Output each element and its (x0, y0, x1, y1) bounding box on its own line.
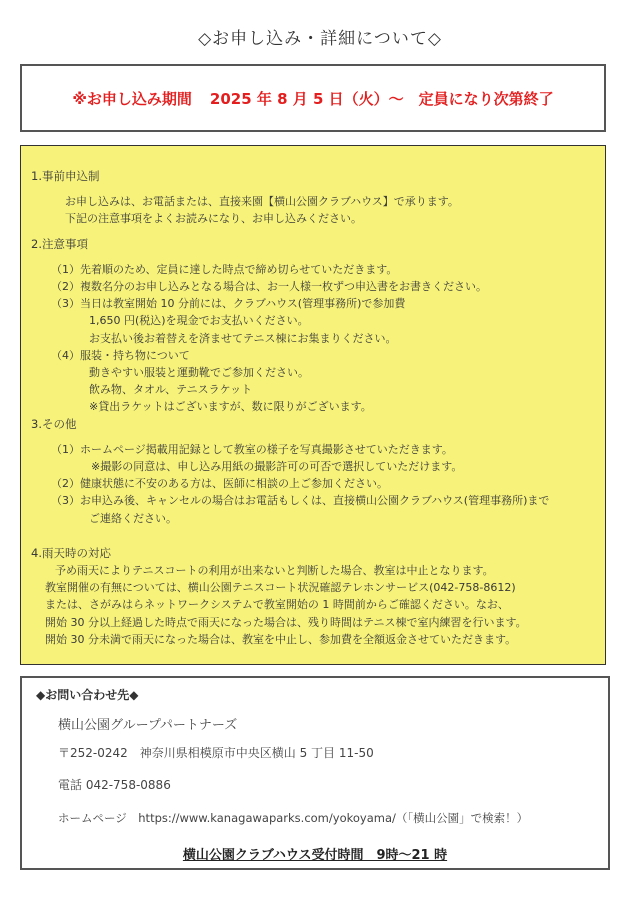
contact-heading: ◆お問い合わせ先◆ (36, 688, 139, 702)
contact-box (20, 676, 610, 870)
section-rain (31, 545, 595, 648)
reception-hours: 横山公園クラブハウス受付時間 9時～21 時 (182, 848, 448, 863)
body-line: ※貸出ラケットはございますが、数に限りがございます。 (89, 400, 372, 414)
contact-website: ホームページ https://www.kanagawaparks.com/yokoyama/（「横山公園」で検索！） (58, 811, 529, 825)
body-line: 動きやすい服装と運動靴でご参加ください。 (89, 366, 309, 380)
section-heading: 2.注意事項 (31, 236, 88, 251)
body-line: 予め雨天によりテニスコートの利用が出来ないと判断した場合、教室は中止となります。 (55, 564, 494, 578)
section-other (31, 416, 595, 527)
body-line: 飲み物、タオル、テニスラケット (89, 383, 253, 397)
body-line: 開始 30 分未満で雨天になった場合は、教室を中止し、参加費を全額返金させていただきます。 (45, 632, 517, 646)
body-line: または、さがみはらネットワークシステムで教室開始の 1 時間前からご確認ください。なお、 (45, 598, 509, 612)
section-advance-registration (31, 168, 595, 228)
section-heading: 1.事前申込制 (31, 169, 100, 183)
body-line: 下記の注意事項をよくお読みになり、お申し込みください。 (65, 212, 362, 226)
body-line: お申し込みは、お電話または、直接来園【横山公園クラブハウス】で承ります。 (65, 195, 459, 209)
body-line: （1）先着順のため、定員に達した時点で締め切らせていただきます。 (51, 262, 398, 276)
contact-organization: 横山公園グループパートナーズ (58, 718, 238, 733)
contact-address: 〒252-0242 神奈川県相模原市中央区横山 5 丁目 11-50 (58, 746, 374, 760)
body-line: （4）服装・持ち物について (51, 348, 190, 362)
body-line: （2）健康状態に不安のある方は、医師に相談の上ご参加ください。 (51, 477, 388, 491)
body-line: お支払い後お着替えを済ませてテニス棟にお集まりください。 (89, 331, 397, 345)
body-line: （3）お申込み後、キャンセルの場合はお電話もしくは、直接横山公園クラブハウス(管理事務所)まで (51, 494, 550, 508)
body-line: （3）当日は教室開始 10 分前には、クラブハウス(管理事務所)で参加費 (51, 297, 406, 311)
period-value: 2025 年 8 月 5 日（火）～ 定員になり次第終了 (209, 89, 554, 108)
section-heading: 4.雨天時の対応 (31, 545, 111, 560)
body-line: 教室開催の有無については、横山公園テニスコート状況確認テレホンサービス(042-758-8612) (45, 581, 516, 595)
body-line: （1）ホームページ掲載用記録として教室の様子を写真撮影させていただきます。 (51, 442, 453, 456)
body-line: 開始 30 分以上経過した時点で雨天になった場合は、残り時間はテニス棟で室内練習を行います。 (45, 615, 527, 629)
application-period (72, 88, 553, 109)
details-panel (20, 145, 606, 665)
section-notes (31, 236, 595, 416)
page-title: ◇お申し込み・詳細について◇ (198, 29, 442, 49)
section-heading: 3.その他 (31, 416, 77, 431)
body-line: ※撮影の同意は、申し込み用紙の撮影許可の可否で選択していただけます。 (91, 460, 463, 474)
period-label: ※お申し込み期間 (72, 89, 192, 108)
application-period-box (20, 64, 606, 132)
body-line: （2）複数名分のお申し込みとなる場合は、お一人様一枚ずつ申込書をお書きください。 (51, 280, 487, 294)
body-line: ご連絡ください。 (89, 511, 177, 525)
body-line: 1,650 円(税込)を現金でお支払いください。 (89, 314, 309, 328)
contact-phone: 電話 042-758-0886 (58, 778, 171, 792)
